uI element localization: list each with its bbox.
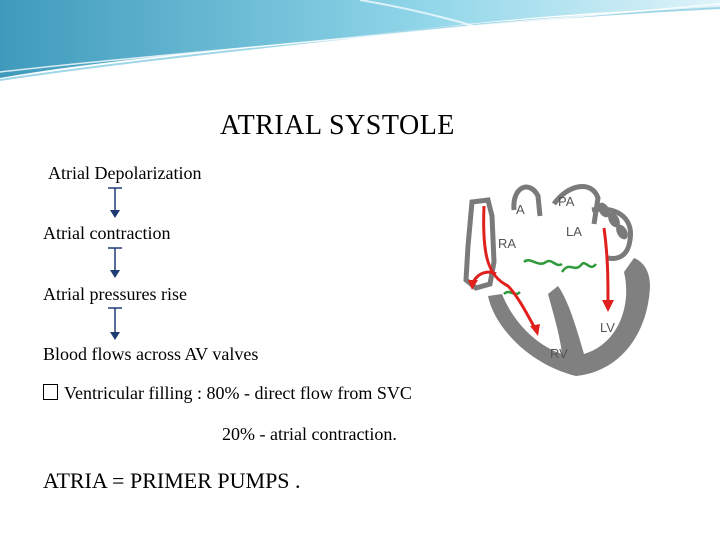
mitral-valve: [562, 263, 596, 272]
down-arrow-icon: [107, 246, 123, 280]
label-rv: RV: [550, 346, 568, 361]
header-wave-decoration: [0, 0, 720, 90]
pulmonary-valve: [524, 260, 562, 265]
conclusion-text: ATRIA = PRIMER PUMPS .: [43, 468, 301, 493]
step-blood-flows-av-valves: Blood flows across AV valves: [43, 344, 259, 364]
label-pa: PA: [558, 194, 575, 209]
slide-title: ATRIAL SYSTOLE: [220, 110, 455, 141]
ventricular-filling-text: Ventricular filling : 80% - direct flow from SVC: [64, 383, 412, 403]
down-arrow-icon: [107, 306, 123, 342]
label-la: LA: [566, 224, 582, 239]
down-arrow-icon: [107, 186, 123, 220]
heart-diagram: [458, 176, 654, 382]
ventricular-filling-line: [43, 383, 412, 404]
label-ra: RA: [498, 236, 517, 251]
step-atrial-depolarization: Atrial Depolarization: [48, 163, 202, 183]
step-atrial-pressures-rise: Atrial pressures rise: [43, 284, 187, 304]
bullet-box-icon: [43, 384, 58, 400]
blood-flow-arrow-left: [604, 228, 608, 304]
atrial-contraction-share: 20% - atrial contraction.: [222, 424, 397, 444]
heart-wall-ventricles: [488, 258, 650, 376]
step-atrial-contraction: Atrial contraction: [43, 223, 171, 243]
label-lv: LV: [600, 320, 615, 335]
label-a: A: [516, 202, 525, 217]
